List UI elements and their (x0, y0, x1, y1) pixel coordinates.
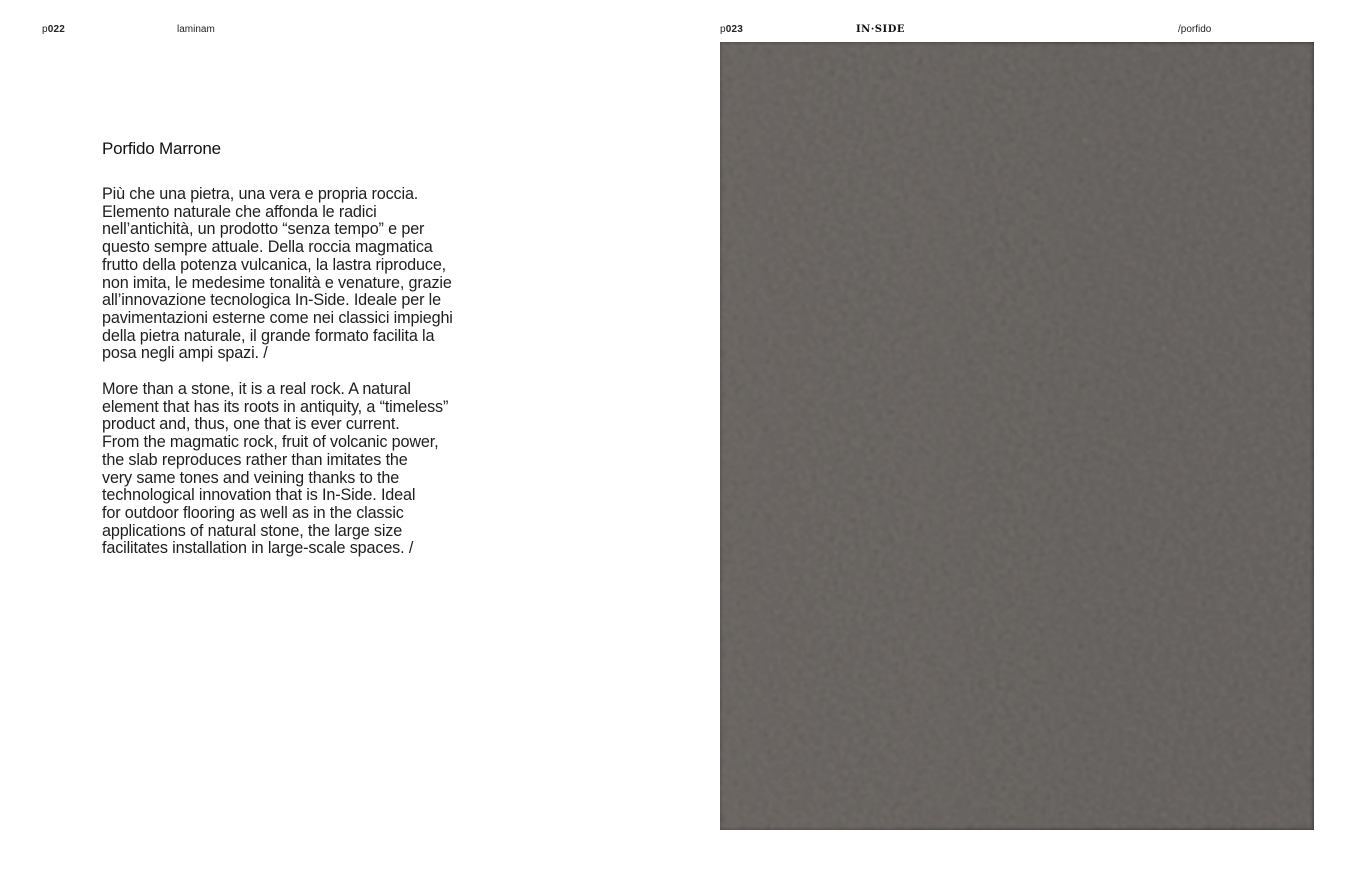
stone-texture-photo (720, 42, 1314, 830)
page-title: Porfido Marrone (102, 139, 221, 158)
page-prefix: p (720, 24, 726, 35)
text-line: From the magmatic rock, fruit of volcanic power, (102, 433, 439, 452)
text-line: della pietra naturale, il grande formato facilita la (102, 326, 435, 345)
text-line: frutto della potenza vulcanica, la lastra riproduce, (102, 255, 447, 274)
text-line: pavimentazioni esterne come nei classici impieghi (102, 308, 453, 327)
text-line: applications of natural stone, the large size (102, 521, 403, 540)
text-line: nell’antichità, un prodotto “senza tempo” e per (102, 220, 425, 239)
text-line: questo sempre attuale. Della roccia magmatica (102, 238, 433, 257)
page-number: 022 (47, 24, 66, 35)
text-line: the slab reproduces rather than imitates the (102, 450, 408, 469)
text-line: More than a stone, it is a real rock. A natural (102, 380, 411, 398)
paragraph-english (102, 381, 502, 558)
page-number: 023 (725, 24, 744, 35)
text-line: for outdoor flooring as well as in the classic (102, 503, 404, 522)
left-page-number (42, 24, 65, 35)
page-prefix: p (42, 24, 48, 35)
text-line: Più che una pietra, una vera e propria roccia. (102, 185, 419, 203)
text-line: product and, thus, one that is ever current. (102, 415, 400, 434)
text-line: non imita, le medesime tonalità e venature, grazie (102, 273, 452, 292)
brand-logo: IN·SIDE (856, 24, 905, 35)
text-line: element that has its roots in antiquity, a “timeless” (102, 397, 449, 416)
text-line: facilitates installation in large-scale spaces. / (102, 539, 414, 558)
right-page-number (720, 24, 743, 35)
text-line: posa negli ampi spazi. / (102, 344, 268, 363)
section-label: /porfido (1178, 24, 1212, 35)
paragraph-italian (102, 186, 502, 363)
text-line: very same tones and veining thanks to the (102, 468, 400, 487)
text-line: all’innovazione tecnologica In-Side. Ideale per le (102, 291, 441, 310)
running-header: laminam (177, 24, 215, 35)
text-line: Elemento naturale che affonda le radici (102, 202, 377, 221)
text-line: technological innovation that is In-Side. Ideal (102, 486, 416, 505)
stone-texture-image (720, 42, 1314, 830)
